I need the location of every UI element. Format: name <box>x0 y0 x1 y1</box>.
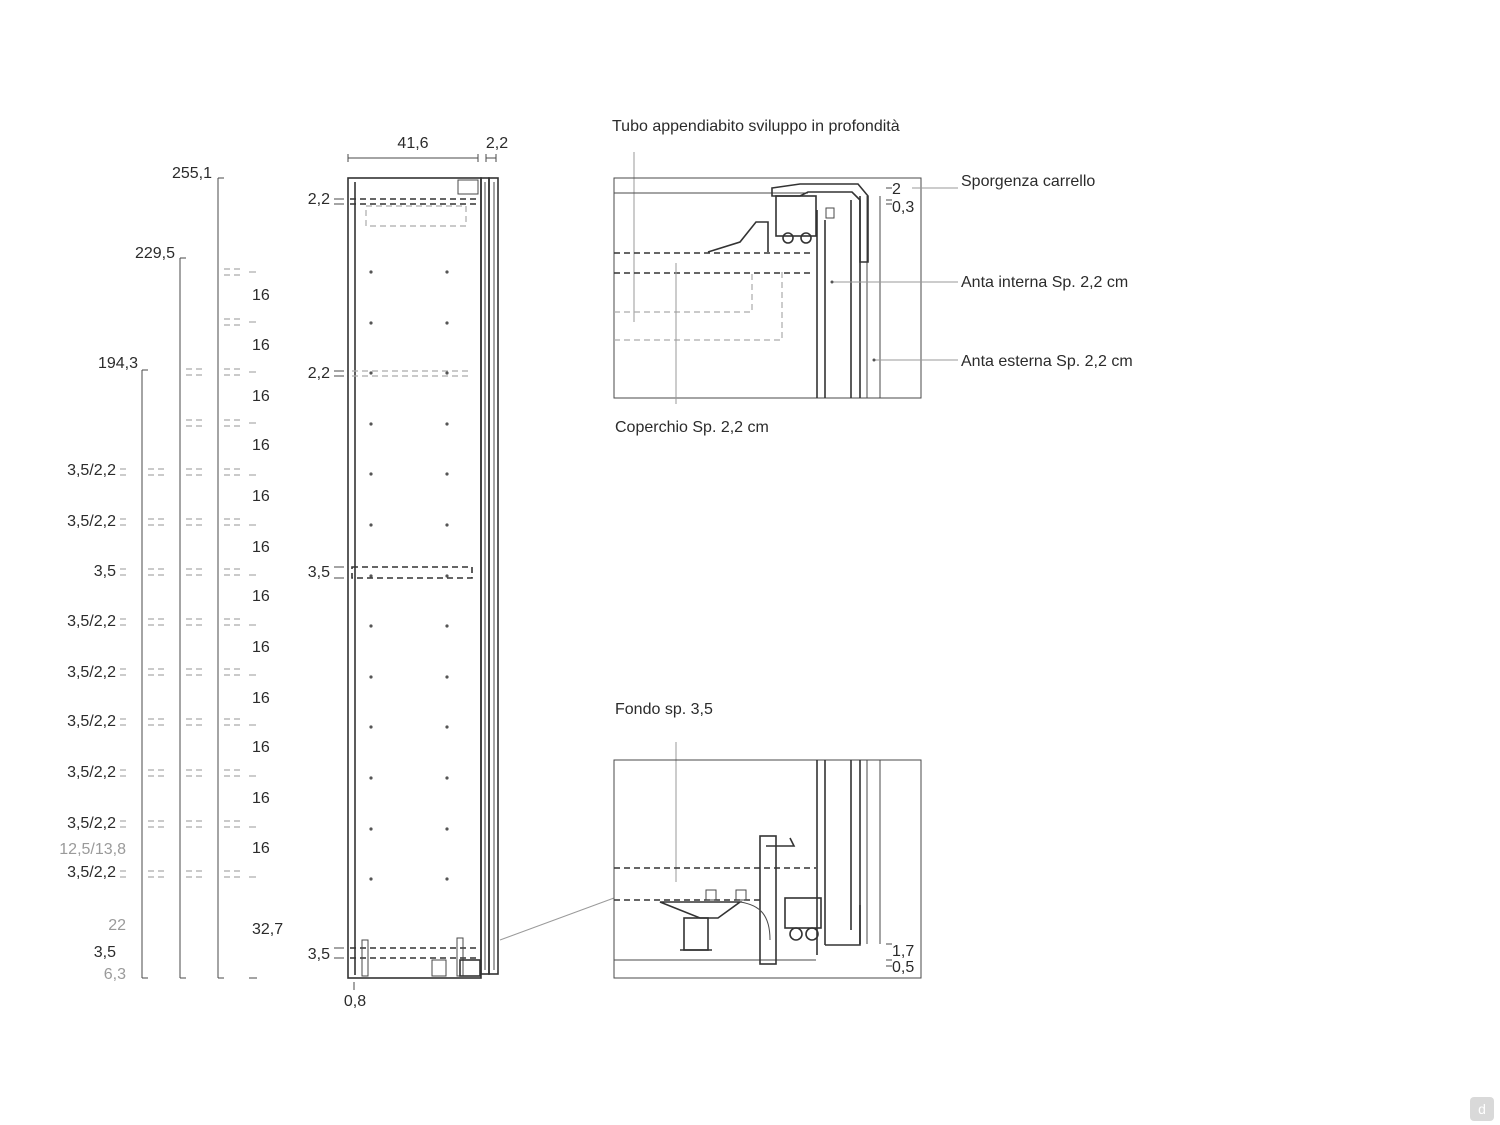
pin-hole <box>445 574 448 577</box>
pitch-label: 16 <box>252 388 270 405</box>
mid-shelf-thickness-label: 3,5 <box>307 564 330 581</box>
label-outer-door: Anta esterna Sp. 2,2 cm <box>961 353 1133 370</box>
pin-hole <box>369 877 372 880</box>
pin-hole <box>445 523 448 526</box>
detail-top-dim-a: 2 <box>892 181 901 198</box>
pin-hole <box>369 422 372 425</box>
shelf-ticks <box>120 269 256 877</box>
top-thickness-label: 2,2 <box>307 191 330 208</box>
pitch-label: 16 <box>252 790 270 807</box>
height-229-label: 229,5 <box>134 245 175 262</box>
door-thickness-label: 2,2 <box>485 135 509 152</box>
detail-top-title: Tubo appendiabito sviluppo in profondità <box>612 118 900 135</box>
pin-hole <box>369 776 372 779</box>
shelf-label: 3,5/2,2 <box>67 513 116 530</box>
pin-hole <box>369 574 372 577</box>
pin-hole <box>369 371 372 374</box>
shelf-label: 3,5/2,2 <box>67 864 116 881</box>
leveller <box>432 960 446 976</box>
pin-hole <box>369 725 372 728</box>
leveller-bolt-right <box>736 890 746 900</box>
label-cover: Coperchio Sp. 2,2 cm <box>615 419 769 436</box>
shelf-label: 3,5/2,2 <box>67 815 116 832</box>
pin-hole <box>445 827 448 830</box>
pin-hole <box>445 877 448 880</box>
leveller-bolt-left <box>706 890 716 900</box>
bottom-trolley-wheel-1 <box>790 928 802 940</box>
hanging-rail-zone <box>366 206 466 226</box>
post-hook <box>766 838 794 846</box>
shelf-label: 3,5/2,2 <box>67 713 116 730</box>
site-logo-watermark: d <box>1470 1097 1494 1121</box>
height-194-label: 194,3 <box>97 355 138 372</box>
pitch-label: 16 <box>252 639 270 656</box>
shelf-label: 3,5/2,2 <box>67 462 116 479</box>
top-detail <box>612 118 1133 436</box>
pitch-label: 16 <box>252 287 270 304</box>
detail-bottom-title: Fondo sp. 3,5 <box>615 701 713 718</box>
pin-hole <box>445 472 448 475</box>
label-inner-door: Anta interna Sp. 2,2 cm <box>961 274 1129 291</box>
inner-door-leader-dot <box>831 281 834 284</box>
grey-label-6-3: 6,3 <box>103 966 126 983</box>
trolley-clip <box>826 208 834 218</box>
pitch-label: 16 <box>252 690 270 707</box>
fixed-shelf-thickness-label: 2,2 <box>307 365 330 382</box>
pin-hole <box>445 675 448 678</box>
bottom-gap-label: 32,7 <box>252 921 284 938</box>
outer-door-leader-dot <box>873 359 876 362</box>
pin-hole <box>369 321 372 324</box>
pin-hole <box>445 422 448 425</box>
cable-curve <box>740 902 770 940</box>
pin-hole <box>369 472 372 475</box>
height-255-label: 255,1 <box>171 165 212 182</box>
detail-top-dim-b: 0,3 <box>892 199 915 216</box>
pin-hole <box>445 270 448 273</box>
foot-offset-label: 0,8 <box>343 993 367 1010</box>
rail-bracket <box>708 222 768 252</box>
shelf-label: 3,5/2,2 <box>67 764 116 781</box>
grey-label-12-5: 12,5/13,8 <box>59 841 126 858</box>
pin-hole <box>369 624 372 627</box>
pin-hole <box>445 776 448 779</box>
pin-hole <box>445 371 448 374</box>
trolley-wheel <box>801 233 811 243</box>
pitch-label: 16 <box>252 488 270 505</box>
trolley-hardware-top <box>458 180 478 194</box>
pitch-label: 16 <box>252 437 270 454</box>
pitch-label: 16 <box>252 739 270 756</box>
pitch-label: 16 <box>252 840 270 857</box>
bottom-thickness-label: 3,5 <box>307 946 330 963</box>
shelf-label: 3,5 <box>93 563 116 580</box>
label-trolley: Sporgenza carrello <box>961 173 1096 190</box>
pin-hole <box>369 675 372 678</box>
pin-hole <box>445 321 448 324</box>
pin-hole <box>369 270 372 273</box>
detail-bottom-dim-b: 0,5 <box>892 959 915 976</box>
pitch-label: 16 <box>252 539 270 556</box>
height-dimension-stack <box>59 165 283 983</box>
pitch-label: 16 <box>252 588 270 605</box>
leveller-body <box>684 918 708 950</box>
pin-hole <box>369 523 372 526</box>
trolley-wheel <box>783 233 793 243</box>
detail-top-frame <box>614 178 921 398</box>
pin-hole <box>369 827 372 830</box>
detail-leader-line <box>500 898 614 940</box>
shelf-label: 3,5/2,2 <box>67 664 116 681</box>
grey-label-22: 22 <box>108 917 126 934</box>
pin-hole <box>445 624 448 627</box>
bottom-trolley <box>785 898 821 928</box>
rail-profile <box>614 270 782 340</box>
shelf-label: 3,5/2,2 <box>67 613 116 630</box>
door-bottom-profile <box>825 905 860 945</box>
shelf-pin-holes <box>369 270 448 880</box>
detail-bottom-frame <box>614 760 921 978</box>
side-panel-post <box>760 836 776 964</box>
trolley-body <box>776 196 816 236</box>
wardrobe-elevation <box>308 135 614 1010</box>
pitch-label: 16 <box>252 337 270 354</box>
bottom-detail <box>614 701 921 978</box>
pin-hole <box>445 725 448 728</box>
detail-bottom-dim-a: 1,7 <box>892 943 915 960</box>
depth-label: 41,6 <box>397 135 429 152</box>
base-thickness-label: 3,5 <box>93 944 116 961</box>
leveller-plate <box>660 902 740 918</box>
